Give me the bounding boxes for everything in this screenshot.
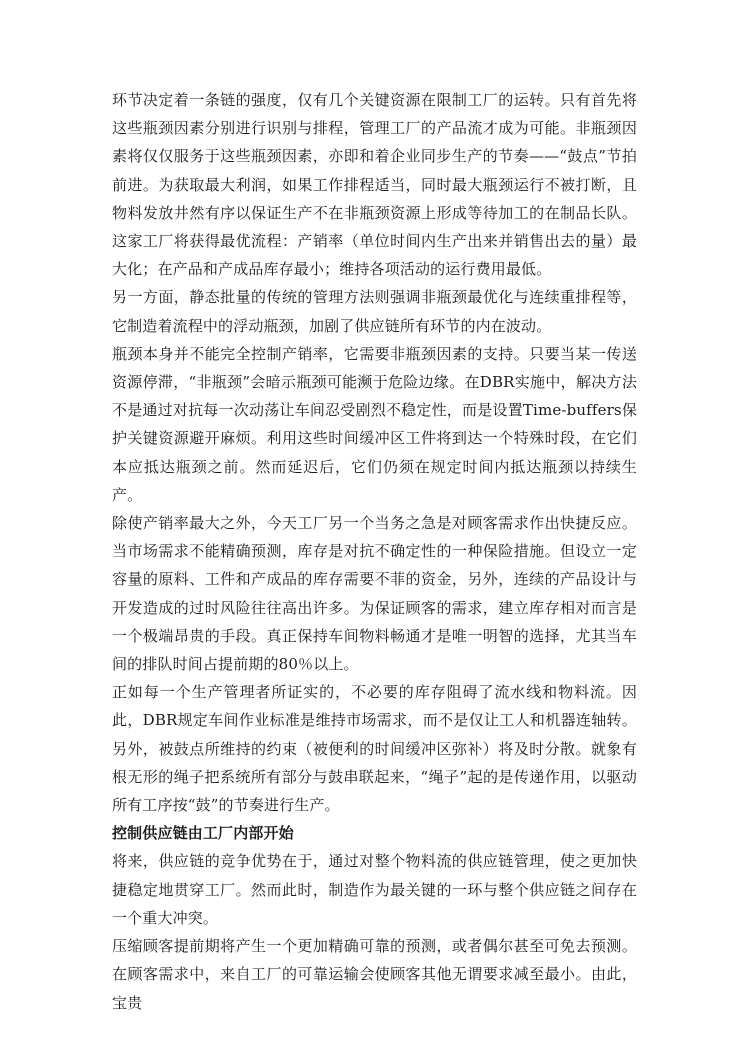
paragraph-dbr-rope: 正如每一个生产管理者所证实的，不必要的库存阻碍了流水线和物料流。因此，DBR规定车间作业标准是维持市场需求，而不是仅让工人和机器连轴转。另外，被鼓点所维持的约束（被便利的时间缓冲区弥补）将及时分散。就象有根无形的绳子把系统所有部分与鼓串联起来，“绳子”起的是传递作用，以驱动所有工序按“鼓”的节奏进行生产。 [112, 683, 637, 815]
paragraph-static-batch: 另一方面，静态批量的传统的管理方法则强调非瓶颈最优化与连续重排程等，它制造着流程中的浮动瓶颈，加剧了供应链所有环节的内在波动。 [112, 288, 637, 335]
paragraph-customer-demand: 除使产销率最大之外，今天工厂另一个当务之急是对顾客需求作出快捷反应。当市场需求不能精确预测，库存是对抗不确定性的一种保险措施。但设立一定容量的原料、工件和产成品的库存需要不菲的资金，另外，连续的产品设计与开发造成的过时风险往往高出许多。为保证顾客的需求，建立库存相对而言是一个极端昂贵的手段。真正保持车间物料畅通才是唯一明智的选择，尤其当车间的排队时间占提前期的80％以上。 [112, 514, 637, 674]
paragraph-lead-time: 压缩顾客提前期将产生一个更加精确可靠的预测，或者偶尔甚至可免去预测。在顾客需求中，来自工厂的可靠运输会使顾客其他无谓要求减至最小。由此，宝贵 [112, 937, 637, 1012]
paragraph-bottleneck-chain: 环节决定着一条链的强度，仅有几个关键资源在限制工厂的运转。只有首先将这些瓶颈因素分别进行识别与排程，管理工厂的产品流才成为可能。非瓶颈因素将仅仅服务于这些瓶颈因素，亦即和着企业同步生产的节奏——“鼓点”节拍前进。为获取最大利润，如果工作排程适当，同时最大瓶颈运行不被打断，且物料发放井然有序以保证生产不在非瓶颈资源上形成等待加工的在制品长队。这家工厂将获得最优流程：产销率（单位时间内生产出来并销售出去的量）最大化；在产品和产成品库存最小；维持各项活动的运行费用最低。 [112, 91, 637, 279]
document-page [112, 86, 637, 1017]
paragraph-supply-chain-advantage: 将来，供应链的竞争优势在于，通过对整个物料流的供应链管理，使之更加快捷稳定地贯穿工厂。然而此时，制造作为最关键的一环与整个供应链之间存在一个重大冲突。 [112, 852, 637, 927]
paragraph-time-buffers: 瓶颈本身并不能完全控制产销率，它需要非瓶颈因素的支持。只要当某一传送资源停滞，“非瓶颈”会暗示瓶颈可能濒于危险边缘。在DBR实施中，解决方法不是通过对抗每一次动荡让车间忍受剧烈不稳定性，而是设置Time-buffers保护关键资源避开麻烦。利用这些时间缓冲区工件将到达一个特殊时段，在它们本应抵达瓶颈之前。然而延迟后，它们仍须在规定时间内抵达瓶颈以持续生产。 [112, 344, 637, 504]
section-heading: 控制供应链由工厂内部开始 [112, 824, 294, 843]
